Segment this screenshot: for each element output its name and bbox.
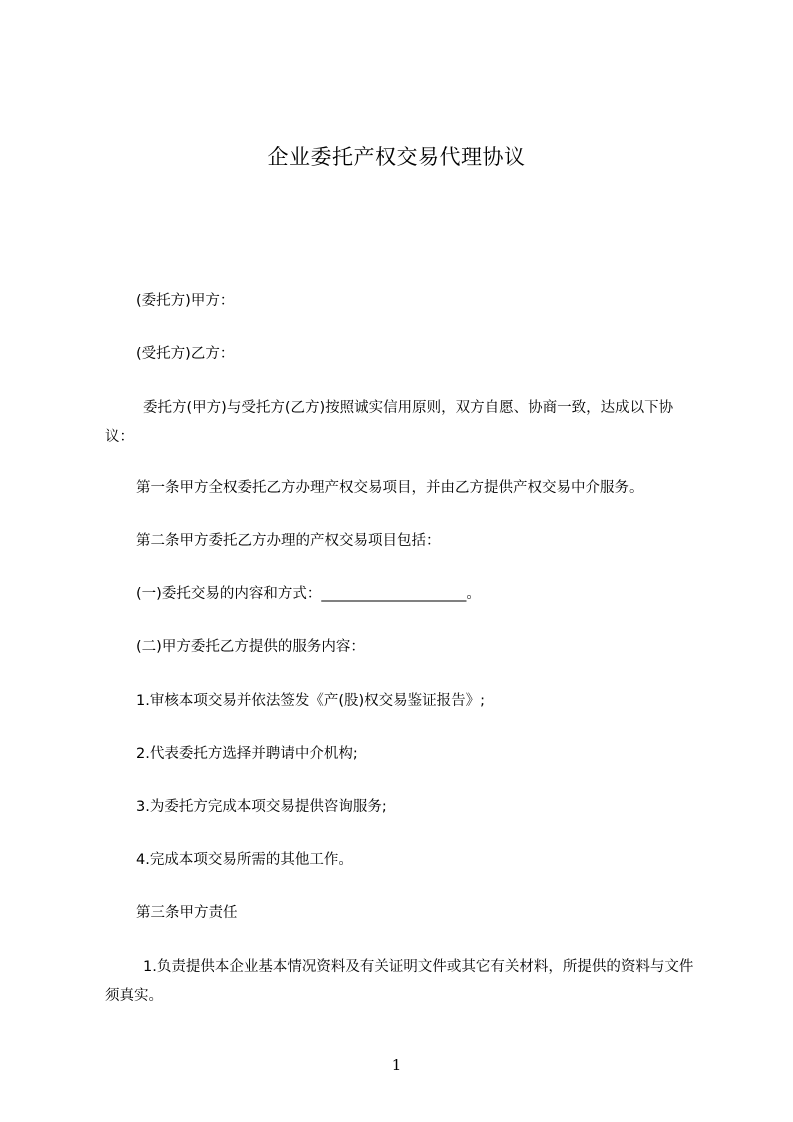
party-b-line: (受托方)乙方： [136, 346, 235, 362]
party-a-duty-1: 1.负责提供本企业基本情况资料及有关证明文件或其它有关材料，所提供的资料与文件须真实。 [105, 959, 694, 1004]
service-item-4: 4.完成本项交易所需的其他工作。 [136, 852, 353, 868]
article-2-paragraph: 第二条甲方委托乙方办理的产权交易项目包括： [136, 533, 441, 549]
party-a-line: (委托方)甲方： [136, 293, 235, 309]
clause-two-paragraph: (二)甲方委托乙方提供的服务内容： [136, 639, 365, 655]
service-item-3: 3.为委托方完成本项交易提供咨询服务; [136, 799, 387, 815]
article-1-paragraph: 第一条甲方全权委托乙方办理产权交易项目，并由乙方提供产权交易中介服务。 [136, 480, 644, 496]
preamble-paragraph: 委托方(甲方)与受托方(乙方)按照诚实信用原则，双方自愿、协商一致，达成以下协议： [105, 400, 674, 445]
service-item-2: 2.代表委托方选择并聘请中介机构; [136, 746, 358, 762]
page-number: 1 [391, 1056, 402, 1074]
clause-one-paragraph: (一)委托交易的内容和方式：____________________。 [136, 586, 481, 602]
service-item-1: 1.审核本项交易并依法签发《产(股)权交易鉴证报告》; [136, 693, 486, 709]
page-title: 企业委托产权交易代理协议 [267, 145, 526, 169]
article-3-heading: 第三条甲方责任 [136, 905, 238, 921]
